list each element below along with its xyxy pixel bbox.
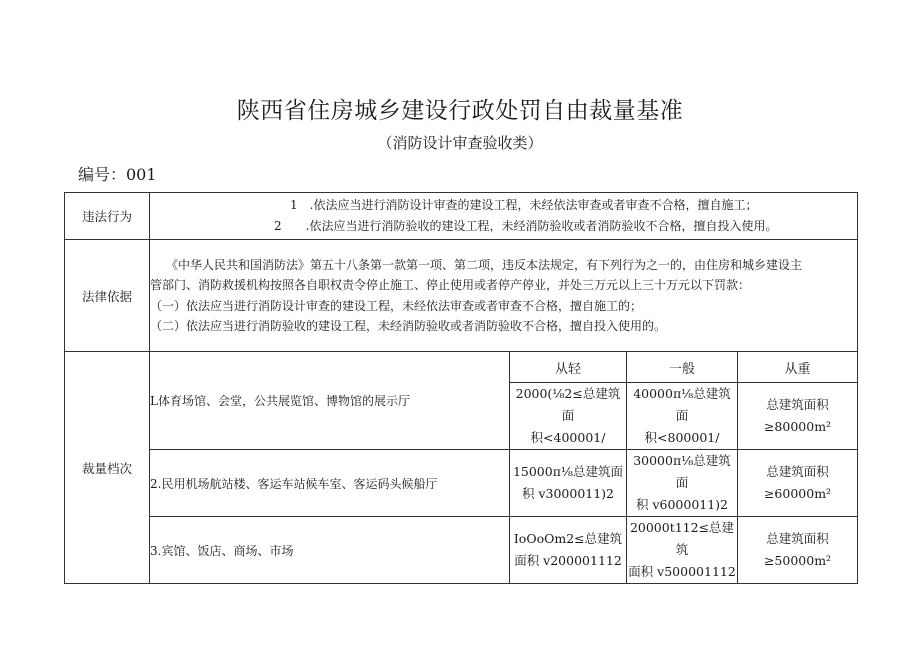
level-text: 面积 v200001112: [514, 553, 622, 568]
level-heavy-cell: [738, 517, 858, 584]
category-cell: 2.民用机场航站楼、客运车站候车室、客运码头候船厅: [150, 450, 510, 517]
level-header-normal: 一般: [627, 352, 738, 383]
level-text: 20000t112≤总建筑: [629, 520, 735, 557]
level-text: 总建筑面积: [766, 531, 829, 546]
level-header-heavy: 从重: [738, 352, 858, 383]
discretion-header-row: [65, 352, 858, 383]
level-normal-cell: [627, 517, 738, 584]
violation-item: 2 .依法应当进行消防验收的建设工程，未经消防验收或者消防验收不合格，擅自投入使用。: [274, 219, 778, 233]
level-text: 面积 v500001112: [628, 564, 736, 579]
legal-basis-line: （一）依法应当进行消防设计审查的建设工程，未经依法审查或者审查不合格，擅自施工的；: [150, 298, 643, 313]
level-light-cell: [510, 383, 627, 450]
level-text: ≥80000m²: [763, 419, 832, 434]
level-normal-cell: [627, 450, 738, 517]
level-heavy-cell: [738, 383, 858, 450]
document-title: 陕西省住房城乡建设行政处罚自由裁量基准: [236, 98, 684, 124]
level-normal-cell: [627, 383, 738, 450]
level-header-light: 从轻: [510, 352, 627, 383]
level-text: 积<800001/: [644, 430, 720, 445]
level-text: ≥50000m²: [763, 553, 832, 568]
legal-basis-line: 《中华人民共和国消防法》第五十八条第一款第一项、第二项，违反本法规定，有下列行为之一的，由住房和城乡建设主: [166, 257, 803, 272]
violation-item: 1 .依法应当进行消防设计审查的建设工程，未经依法审查或者审查不合格，擅自施工；: [290, 198, 758, 212]
standard-table: [64, 192, 858, 584]
level-text: 总建筑面积: [766, 464, 829, 479]
violation-content: [150, 193, 858, 240]
legal-basis-content: [150, 240, 858, 352]
level-text: 15000π⅛总建筑面: [512, 464, 624, 479]
document-subtitle: （消防设计审查验收类）: [377, 134, 543, 152]
level-text: 30000π⅛总建筑面: [633, 453, 731, 490]
category-cell: L体育场馆、会堂，公共展览馆、博物馆的展示厅: [150, 352, 510, 450]
level-light-cell: [510, 450, 627, 517]
legal-basis-line: （二）依法应当进行消防验收的建设工程，未经消防验收或者消防验收不合格，擅自投入使用的。: [150, 319, 667, 333]
level-text: 积 v3000011)2: [521, 486, 615, 501]
legal-basis-label: 法律依据: [65, 240, 150, 352]
level-text: 积 v6000011)2: [635, 497, 729, 512]
legal-basis-line: 管部门、消防救援机构按照各自职权责令停止施工、停止使用或者停产停业，并处三万元以上三十万元以下罚款：: [150, 278, 751, 292]
document-number: 编号：001: [78, 165, 157, 184]
level-text: 2000(⅛2≤总建筑面: [515, 386, 621, 423]
discretion-row: [65, 450, 858, 517]
discretion-label: 裁量档次: [65, 352, 150, 584]
legal-basis-row: [65, 240, 858, 352]
violation-label: 违法行为: [65, 193, 150, 240]
discretion-row: [65, 517, 858, 584]
level-text: IoOoOm2≤总建筑: [513, 531, 623, 546]
level-light-cell: [510, 517, 627, 584]
level-text: ≥60000m²: [763, 486, 832, 501]
level-text: 总建筑面积: [766, 397, 829, 412]
level-text: 40000π⅛总建筑面: [633, 386, 731, 423]
level-heavy-cell: [738, 450, 858, 517]
category-cell: 3.宾馆、饭店、商场、市场: [150, 517, 510, 584]
violation-row: [65, 193, 858, 240]
level-text: 积<400001/: [530, 430, 606, 445]
